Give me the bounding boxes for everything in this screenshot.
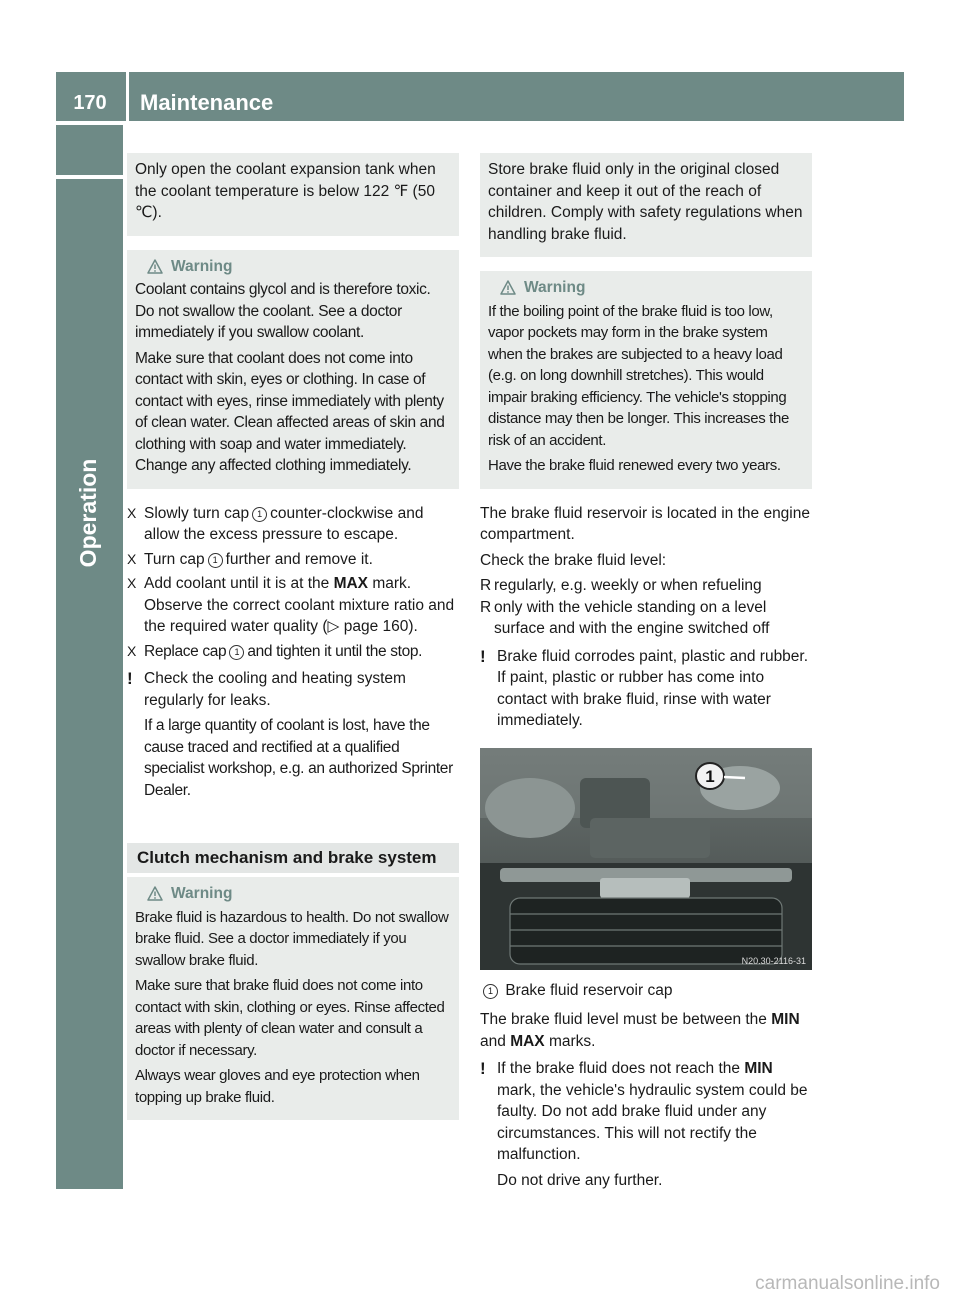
left-column — [127, 153, 459, 1134]
page-number: 170 — [73, 92, 107, 114]
step-arrow-icon: X — [127, 642, 136, 659]
step-item: X Add coolant until it is at the MAX mark. Observe the correct coolant mixture ratio and the required water quality (▷ page 160). — [127, 575, 455, 635]
sidebar-label: Operation — [75, 458, 101, 568]
warning-text: Make sure that brake fluid does not come into contact with skin, clothing or eyes. Rinse affected areas with plenty of clean water and consult a doctor if necessary. — [135, 977, 445, 1059]
bullet-icon: R — [480, 577, 492, 594]
step-arrow-icon: X — [127, 504, 137, 521]
warning-text: Coolant contains glycol and is therefore toxic. Do not swallow the coolant. See a doctor immediately if you swallow coolant. — [135, 281, 431, 341]
bullet-icon: R — [480, 598, 492, 616]
side-tab — [56, 179, 123, 1189]
header-divider — [126, 72, 129, 121]
callout-1-icon: 1 — [208, 553, 223, 568]
body-text: The brake fluid reservoir is located in the engine compartment. — [480, 504, 810, 543]
section-title: Maintenance — [140, 90, 274, 115]
photo-callout-1: 1 — [705, 766, 715, 786]
step-arrow-icon: X — [127, 575, 137, 591]
right-column — [480, 153, 812, 1195]
warning-title — [500, 277, 804, 299]
engine-compartment-photo — [480, 748, 812, 970]
warning-title — [147, 256, 451, 278]
coolant-note-box — [127, 153, 459, 236]
warning-text: Have the brake fluid renewed every two years. — [488, 457, 781, 474]
callout-1-icon: 1 — [252, 507, 267, 522]
body-text: Check the brake fluid level: — [480, 551, 667, 569]
warning-title-text: Warning — [171, 257, 233, 275]
warning-text: If the boiling point of the brake fluid is too low, vapor pockets may form in the brake system when the brakes are subjected to a heavy load (e.g. on long downhill stretches). This would impair braking efficiency. The vehicle's stopping distance may then be longer. This increases the risk of an accident. — [488, 302, 789, 449]
list-item: R only with the vehicle standing on a level surface and with the engine switched off — [480, 598, 770, 637]
engine-photo-illustration — [480, 748, 812, 970]
step-item: X Slowly turn cap 1 counter-clockwise and allow the excess pressure to escape. — [127, 504, 424, 543]
section-heading: Clutch mechanism and brake system — [127, 843, 459, 873]
coolant-warning-box — [127, 250, 459, 489]
notice-exclamation-icon: ! — [480, 1059, 486, 1078]
warning-triangle-icon — [500, 280, 516, 295]
notice-text: If a large quantity of coolant is lost, have the cause traced and rectified at a qualified specialist workshop, e.g. an authorized Sprinter Dealer. — [144, 717, 453, 799]
notice — [480, 646, 812, 732]
notice — [480, 1058, 812, 1191]
step-item: X Turn cap 1 further and remove it. — [127, 549, 459, 571]
warning-text: Always wear gloves and eye protection when topping up brake fluid. — [135, 1067, 420, 1106]
notice-exclamation-icon: ! — [127, 669, 133, 688]
coolant-note: Only open the coolant expansion tank when the coolant temperature is below 122 ℉ (50 ℃). — [135, 161, 436, 221]
notice-text: Check the cooling and heating system regularly for leaks. — [144, 670, 406, 709]
warning-title — [147, 883, 451, 905]
boiling-warning-box — [480, 271, 812, 489]
storage-note-box — [480, 153, 812, 257]
storage-note: Store brake fluid only in the original closed container and keep it out of the reach of children. Comply with safety regulations when handling brake fluid. — [488, 161, 803, 243]
side-block — [56, 125, 123, 175]
step-item: X Replace cap 1 and tighten it until the stop. — [127, 641, 459, 663]
photo-caption: 1 Brake fluid reservoir cap — [480, 980, 812, 1002]
warning-title-text: Warning — [524, 279, 586, 296]
warning-title-text: Warning — [171, 885, 233, 902]
warning-text: Brake fluid is hazardous to health. Do not swallow brake fluid. See a doctor immediately if you swallow brake fluid. — [135, 908, 449, 969]
callout-1-icon: 1 — [483, 984, 498, 999]
warning-triangle-icon — [147, 259, 163, 274]
notice-text: Do not drive any further. — [497, 1171, 663, 1189]
warning-text: Make sure that coolant does not come into contact with skin, eyes or clothing. In case of contact with eyes, rinse immediately with plenty of clean water. Clean affected areas of skin and clothing with soap and water immediately. Change any affected clothing immediately. — [135, 349, 445, 474]
photo-code: N20.30-2116-31 — [741, 955, 806, 966]
notice-text: If the brake fluid does not reach the MIN mark, the vehicle's hydraulic system could be faulty. Do not add brake fluid under any circumstances. This will not rectify the malfunction. — [497, 1060, 808, 1163]
side-label — [60, 458, 116, 568]
step-arrow-icon: X — [127, 550, 137, 567]
body-text: The brake fluid level must be between the MIN and MAX marks. — [480, 1011, 800, 1050]
notice-exclamation-icon: ! — [480, 646, 486, 666]
callout-1-icon: 1 — [229, 645, 244, 660]
list-item: R regularly, e.g. weekly or when refueling — [480, 575, 812, 597]
notice-text: Brake fluid corrodes paint, plastic and rubber. If paint, plastic or rubber has come into contact with brake fluid, rinse with water immediately. — [497, 647, 809, 729]
warning-triangle-icon — [147, 886, 163, 901]
notice — [127, 668, 459, 801]
watermark: carmanualsonline.info — [755, 1272, 940, 1294]
brake-warning-box — [127, 877, 459, 1120]
